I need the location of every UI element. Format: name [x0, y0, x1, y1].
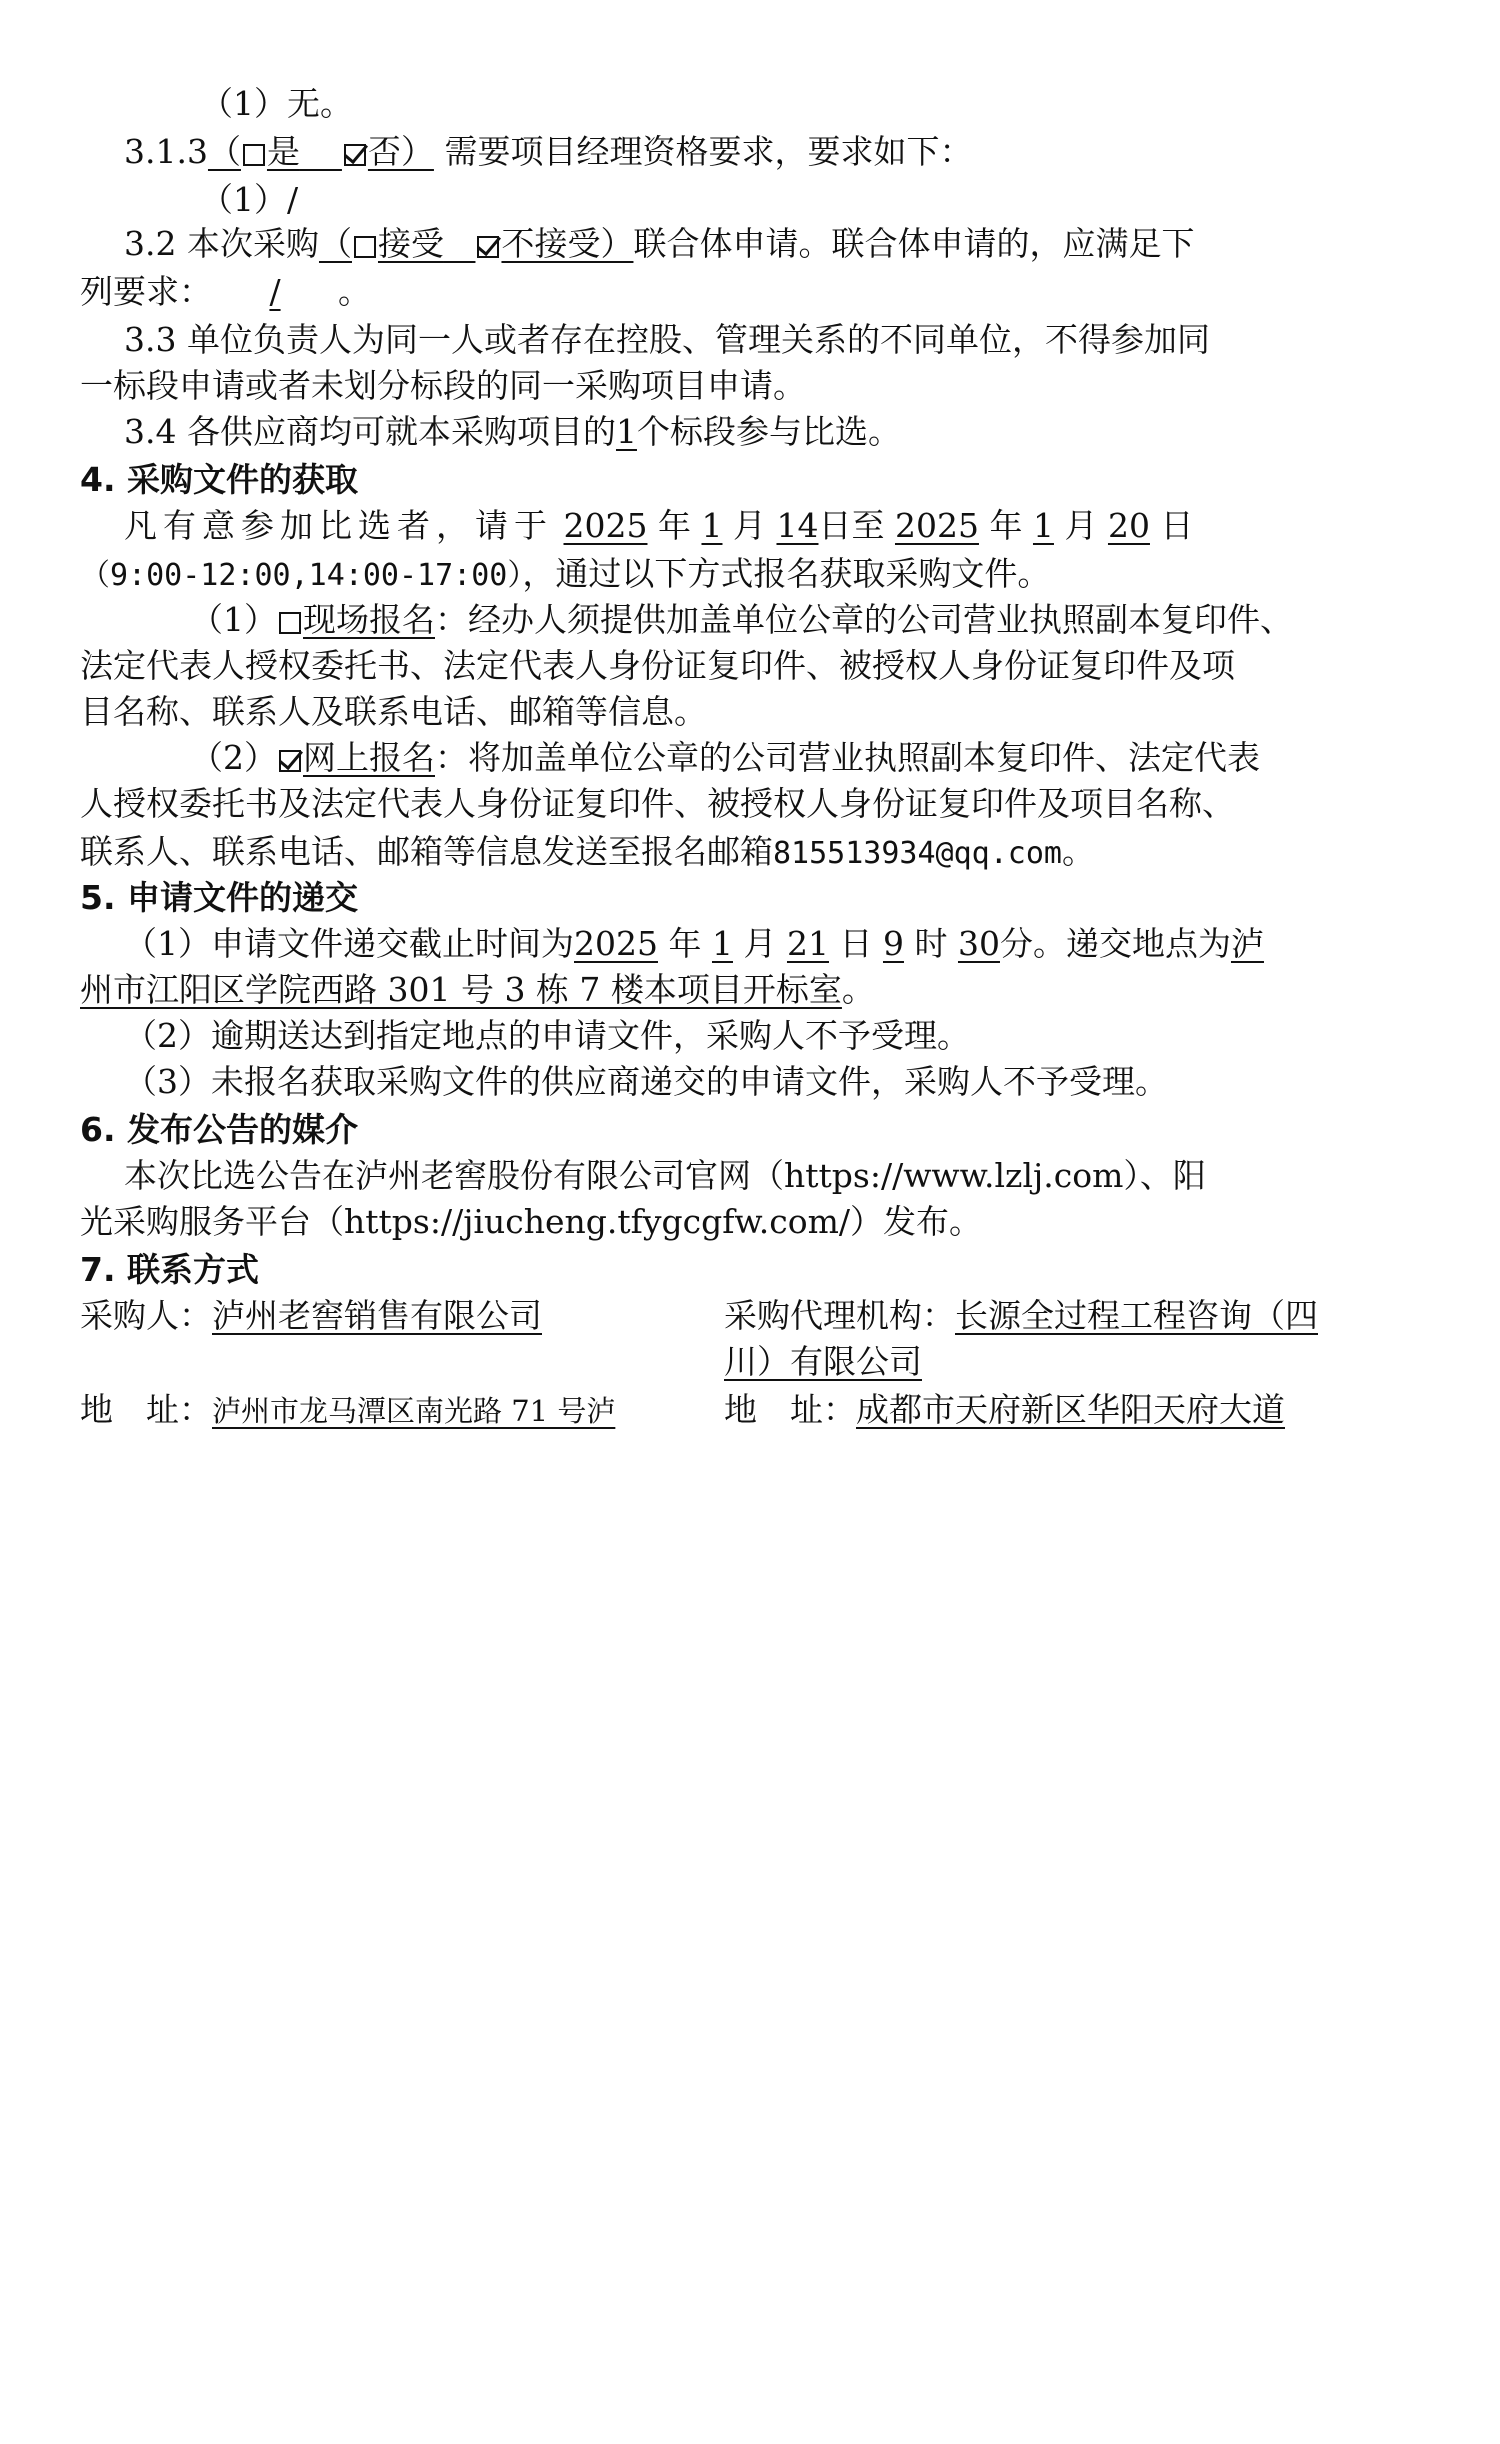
agent-address: 成都市天府新区华阳天府大道 — [856, 1390, 1285, 1429]
clause-3-2 — [124, 222, 1374, 266]
option-yes-label: 是 — [266, 132, 300, 171]
period: 。 — [1061, 832, 1095, 871]
text: 分。递交地点为 — [999, 924, 1231, 963]
text: 人授权委托书及法定代表人身份证复印件、被授权人身份证复印件及项目名称、 — [80, 784, 1235, 823]
start-day: 14 — [776, 506, 819, 545]
text: ：将加盖单位公章的公司营业执照副本复印件、法定代表 — [435, 738, 1260, 777]
checkbox-online-checked[interactable] — [279, 750, 301, 772]
onsite-registration-line1 — [190, 598, 1440, 642]
deadline-minute: 30 — [957, 924, 1000, 963]
media-line2 — [80, 1200, 1330, 1244]
submission-deadline-line2 — [80, 968, 1330, 1012]
checkbox-reject-checked[interactable] — [477, 236, 499, 258]
deadline-month: 1 — [711, 924, 733, 963]
day-label: 日 — [839, 924, 873, 963]
requirements-blank — [212, 270, 338, 314]
address-label: 地 址： — [80, 1390, 212, 1429]
address-label: 地 址： — [724, 1390, 856, 1429]
consortium-option-group — [319, 224, 633, 263]
buyer-label: 采购人： — [80, 1296, 212, 1335]
hour-label: 时 — [914, 924, 948, 963]
start-month: 1 — [701, 506, 723, 545]
text: ：经办人须提供加盖单位公章的公司营业执照副本复印件、 — [435, 600, 1293, 639]
late-submission-note — [124, 1014, 1374, 1058]
start-year: 2025 — [563, 506, 648, 545]
text: 3.3 单位负责人为同一人或者存在控股、管理关系的不同单位，不得参加同 — [124, 320, 1210, 359]
pm-option-group — [208, 132, 434, 171]
text: 联系人、联系电话、邮箱等信息发送至报名邮箱 — [80, 832, 773, 871]
text: 光采购服务平台（https://jiucheng.tfygcgfw.com/）发布。 — [80, 1202, 983, 1241]
clause-text-cont: 联合体申请。联合体申请的，应满足下 — [633, 224, 1195, 263]
clause-3-4 — [124, 410, 1374, 454]
submission-place-part2: 州市江阳区学院西路 301 号 3 栋 7 楼本项目开标室 — [80, 970, 842, 1009]
text: 一标段申请或者未划分标段的同一采购项目申请。 — [80, 366, 806, 405]
agent-name-part2: 川）有限公司 — [724, 1342, 922, 1381]
section-4-heading — [80, 458, 1330, 502]
sec4-intro — [124, 504, 1374, 548]
section-5-heading — [80, 876, 1330, 920]
onsite-registration-line3 — [80, 690, 1330, 734]
day-label: 日 — [1160, 506, 1194, 545]
online-label: 网上报名 — [303, 738, 435, 777]
text: 凡有意参加比选者，请于 — [124, 506, 553, 545]
blank-value: / — [269, 272, 281, 311]
agent-name-part1: 长源全过程工程咨询（四 — [955, 1296, 1318, 1335]
agent-row — [724, 1294, 1318, 1338]
online-registration-line1 — [190, 736, 1440, 780]
clause-text: 3.2 本次采购 — [124, 224, 319, 263]
month-label: 月 — [743, 924, 777, 963]
pm-requirement-1 — [200, 178, 1450, 222]
month-label: 月 — [1064, 506, 1098, 545]
media-line1 — [124, 1154, 1374, 1198]
item-number: （2） — [190, 738, 277, 777]
text: 目名称、联系人及联系电话、邮箱等信息。 — [80, 692, 707, 731]
heading-text: 6. 发布公告的媒介 — [80, 1110, 358, 1149]
text: 列要求： — [80, 272, 212, 311]
agent-row-2 — [724, 1340, 922, 1384]
section-6-heading — [80, 1108, 1330, 1152]
heading-text: 4. 采购文件的获取 — [80, 460, 358, 499]
day-to-label: 日至 — [818, 506, 885, 545]
end-year: 2025 — [894, 506, 979, 545]
sec4-hours — [80, 552, 1330, 596]
option-accept-label: 接受 — [377, 224, 444, 263]
option-no-label: 否） — [367, 132, 434, 171]
clause-3-2-line2 — [80, 270, 1330, 314]
month-label: 月 — [732, 506, 766, 545]
heading-text: 5. 申请文件的递交 — [80, 878, 358, 917]
section-7-heading — [80, 1248, 1330, 1292]
text: ，通过以下方式报名获取采购文件。 — [522, 554, 1051, 593]
year-label: 年 — [668, 924, 702, 963]
submission-place-part1: 泸 — [1230, 924, 1264, 963]
text: （3）未报名获取采购文件的供应商递交的申请文件，采购人不予受理。 — [124, 1062, 1168, 1101]
registration-email-link[interactable]: 815513934@qq.com — [773, 836, 1062, 871]
text: （2）逾期送达到指定地点的申请文件，采购人不予受理。 — [124, 1016, 970, 1055]
hours-text: （9:00-12:00,14:00-17:00） — [80, 558, 523, 593]
text: （1）/ — [200, 180, 299, 219]
onsite-label: 现场报名 — [303, 600, 435, 639]
period: 。 — [338, 272, 371, 311]
text: 法定代表人授权委托书、法定代表人身份证复印件、被授权人身份证复印件及项 — [80, 646, 1235, 685]
deadline-hour: 9 — [882, 924, 904, 963]
agent-label: 采购代理机构： — [724, 1296, 955, 1335]
submission-deadline-line1 — [124, 922, 1374, 966]
text: （1）无。 — [200, 84, 353, 123]
end-day: 20 — [1107, 506, 1150, 545]
open-paren: （ — [207, 132, 241, 171]
unregistered-note — [124, 1060, 1374, 1104]
year-label: 年 — [657, 506, 691, 545]
text-cont: 个标段参与比选。 — [636, 412, 901, 451]
clause-number: 3.1.3 — [124, 132, 208, 171]
checkbox-yes[interactable] — [243, 144, 265, 166]
period: 。 — [841, 970, 875, 1009]
text: 本次比选公告在泸州老窖股份有限公司官网（https://www.lzlj.com）、阳 — [124, 1156, 1206, 1195]
clause-3-3-line1 — [124, 318, 1374, 362]
buyer-address-row — [80, 1388, 700, 1432]
end-month: 1 — [1032, 506, 1054, 545]
option-reject-label: 不接受） — [501, 224, 634, 263]
checkbox-accept[interactable] — [354, 236, 376, 258]
clause-3-3-line2 — [80, 364, 1330, 408]
item-number: （1） — [190, 600, 277, 639]
item-3-1-2-1 — [200, 82, 1450, 126]
onsite-registration-line2 — [80, 644, 1330, 688]
lot-count: 1 — [615, 412, 637, 451]
checkbox-onsite[interactable] — [279, 612, 301, 634]
online-registration-line3 — [80, 830, 1330, 874]
buyer-name: 泸州老窖销售有限公司 — [212, 1296, 542, 1335]
text: 3.4 各供应商均可就本采购项目的 — [124, 412, 616, 451]
open-paren: （ — [318, 224, 352, 263]
deadline-day: 21 — [786, 924, 829, 963]
year-label: 年 — [989, 506, 1023, 545]
buyer-row — [80, 1294, 700, 1338]
checkbox-no-checked[interactable] — [344, 144, 366, 166]
online-registration-line2 — [80, 782, 1330, 826]
clause-text: 需要项目经理资格要求，要求如下： — [444, 132, 973, 171]
heading-text: 7. 联系方式 — [80, 1250, 259, 1289]
text: （1）申请文件递交截止时间为 — [124, 924, 574, 963]
buyer-address: 泸州市龙马潭区南光路 71 号泸 — [212, 1394, 616, 1428]
agent-address-row — [724, 1388, 1285, 1432]
clause-3-1-3 — [124, 130, 1374, 174]
deadline-year: 2025 — [574, 924, 658, 963]
